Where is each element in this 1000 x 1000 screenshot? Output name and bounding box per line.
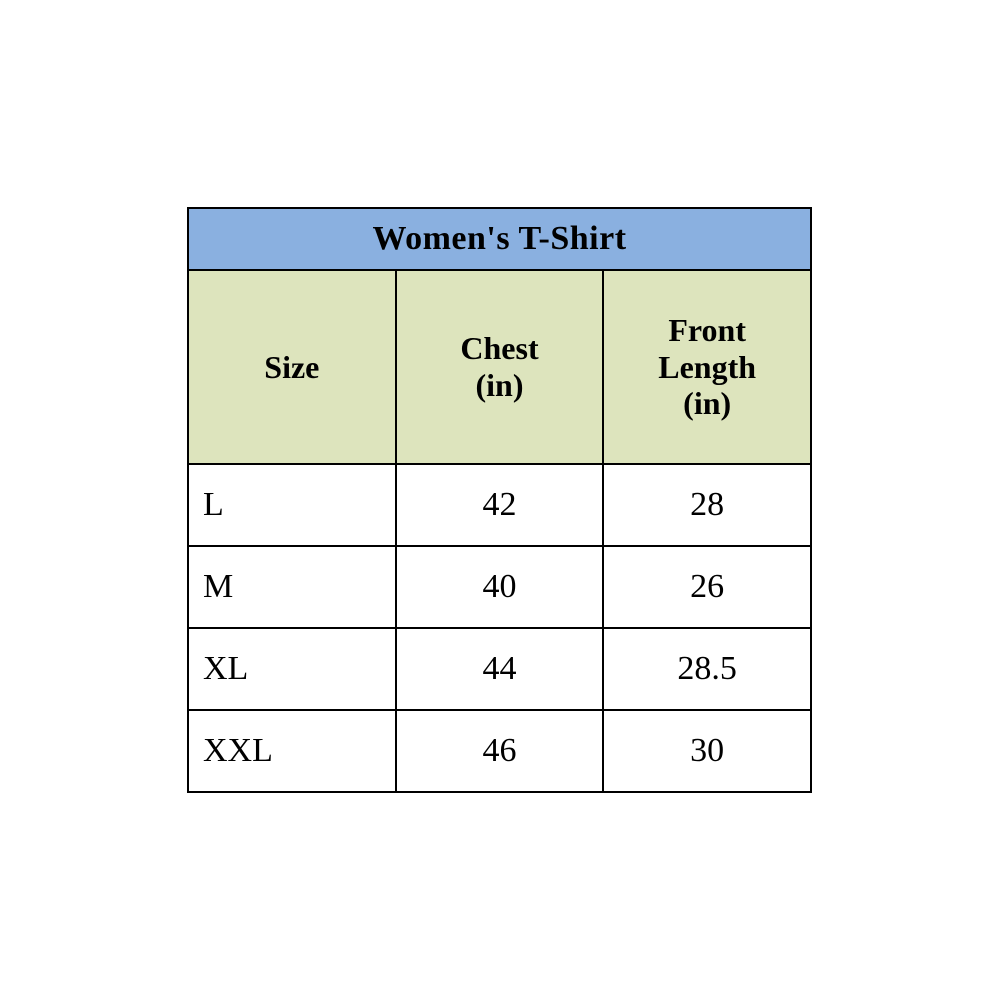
table-row xyxy=(188,628,811,710)
cell-front-length: 26 xyxy=(603,546,811,628)
column-header-size xyxy=(188,270,396,464)
cell-front-length: 28 xyxy=(603,464,811,546)
column-header-chest xyxy=(396,270,604,464)
column-header-front-length-line2: Length xyxy=(658,348,757,385)
cell-size: XXL xyxy=(188,710,396,792)
column-header-chest-line1: Chest xyxy=(460,330,539,367)
cell-chest: 46 xyxy=(396,710,604,792)
column-header-front-length xyxy=(603,270,811,464)
cell-size: L xyxy=(188,464,396,546)
column-header-chest-line2: (in) xyxy=(475,367,524,403)
table-header-row xyxy=(188,270,811,464)
column-header-front-length-line3: (in) xyxy=(683,385,732,422)
cell-front-length: 28.5 xyxy=(603,628,811,710)
table-row xyxy=(188,464,811,546)
size-chart-table xyxy=(187,207,812,793)
table-row xyxy=(188,710,811,792)
column-header-size-line1: Size xyxy=(264,348,320,385)
cell-chest: 44 xyxy=(396,628,604,710)
table-title-row xyxy=(188,208,811,270)
cell-size: M xyxy=(188,546,396,628)
cell-size: XL xyxy=(188,628,396,710)
table-title: Women's T-Shirt xyxy=(188,208,811,270)
cell-chest: 40 xyxy=(396,546,604,628)
cell-chest: 42 xyxy=(396,464,604,546)
table-row xyxy=(188,546,811,628)
cell-front-length: 30 xyxy=(603,710,811,792)
column-header-front-length-line1: Front xyxy=(668,311,746,348)
